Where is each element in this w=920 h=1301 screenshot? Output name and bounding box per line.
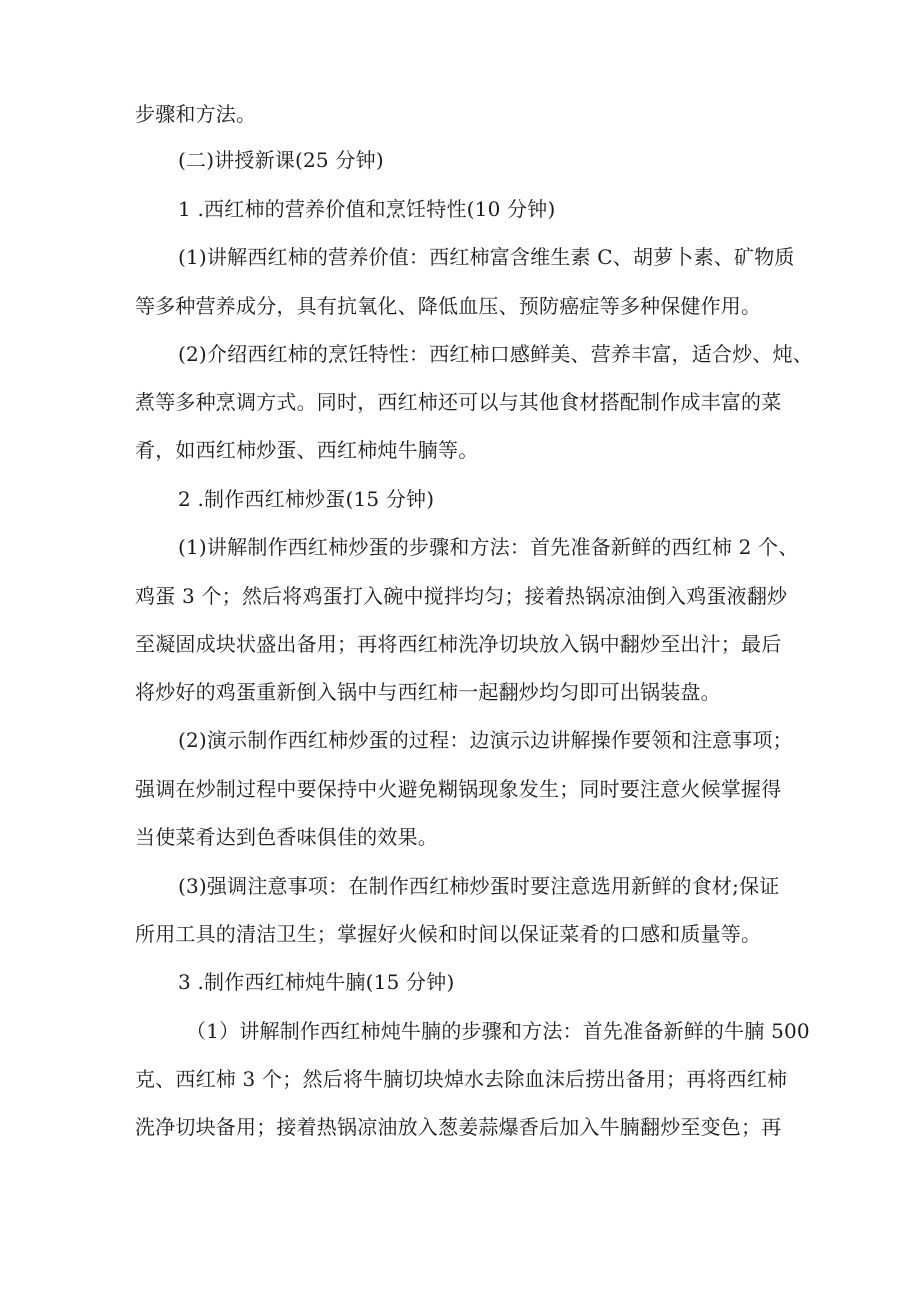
item2-point2-line2: 强调在炒制过程中要保持中火避免糊锅现象发生；同时要注意火候掌握得 <box>135 777 782 801</box>
item2-point1-line2: 鸡蛋 3 个；然后将鸡蛋打入碗中搅拌均匀；接着热锅凉油倒入鸡蛋液翻炒 <box>135 584 788 608</box>
item2-point1-line4: 将炒好的鸡蛋重新倒入锅中与西红柿一起翻炒均匀即可出锅装盘。 <box>135 680 721 704</box>
item2-point3-line2: 所用工具的清洁卫生；掌握好火候和时间以保证菜肴的口感和质量等。 <box>135 922 762 946</box>
item2-point2-line1: (2)演示制作西红柿炒蛋的过程：边演示边讲解操作要领和注意事项； <box>178 728 793 752</box>
item3-point1-line1: （1）讲解制作西红柿炖牛腩的步骤和方法：首先准备新鲜的牛腩 500 <box>186 1019 810 1043</box>
item1-point1-line2: 等多种营养成分，具有抗氧化、降低血压、预防癌症等多种保健作用。 <box>135 294 762 318</box>
item1-point2-line2: 煮等多种烹调方式。同时，西红柿还可以与其他食材搭配制作成丰富的菜 <box>135 390 782 414</box>
item2-heading: 2 .制作西红柿炒蛋(15 分钟) <box>178 487 435 511</box>
item1-point2-line1: (2)介绍西红柿的烹饪特性：西红柿口感鲜美、营养丰富，适合炒、炖、 <box>178 342 813 366</box>
item2-point1-line1: (1)讲解制作西红柿炒蛋的步骤和方法：首先准备新鲜的西红柿 2 个、 <box>178 535 799 559</box>
item1-heading: 1 .西红柿的营养价值和烹饪特性(10 分钟) <box>178 197 556 221</box>
item3-point1-line2: 克、西红柿 3 个；然后将牛腩切块焯水去除血沫后捞出备用；再将西红柿 <box>135 1067 788 1091</box>
item3-heading: 3 .制作西红柿炖牛腩(15 分钟) <box>178 970 455 994</box>
section-heading: (二)讲授新课(25 分钟) <box>178 148 384 172</box>
item1-point2-line3: 肴，如西红柿炒蛋、西红柿炖牛腩等。 <box>135 438 479 462</box>
item2-point2-line3: 当使菜肴达到色香味俱佳的效果。 <box>135 825 438 849</box>
item1-point1-line1: (1)讲解西红柿的营养价值：西红柿富含维生素 C、胡萝卜素、矿物质 <box>178 245 795 269</box>
continuation-text: 步骤和方法。 <box>135 102 257 126</box>
item2-point1-line3: 至凝固成块状盛出备用；再将西红柿洗净切块放入锅中翻炒至出汁；最后 <box>135 632 782 656</box>
item2-point3-line1: (3)强调注意事项：在制作西红柿炒蛋时要注意选用新鲜的食材;保证 <box>178 874 780 898</box>
item3-point1-line3: 洗净切块备用；接着热锅凉油放入葱姜蒜爆香后加入牛腩翻炒至变色；再 <box>135 1115 782 1139</box>
